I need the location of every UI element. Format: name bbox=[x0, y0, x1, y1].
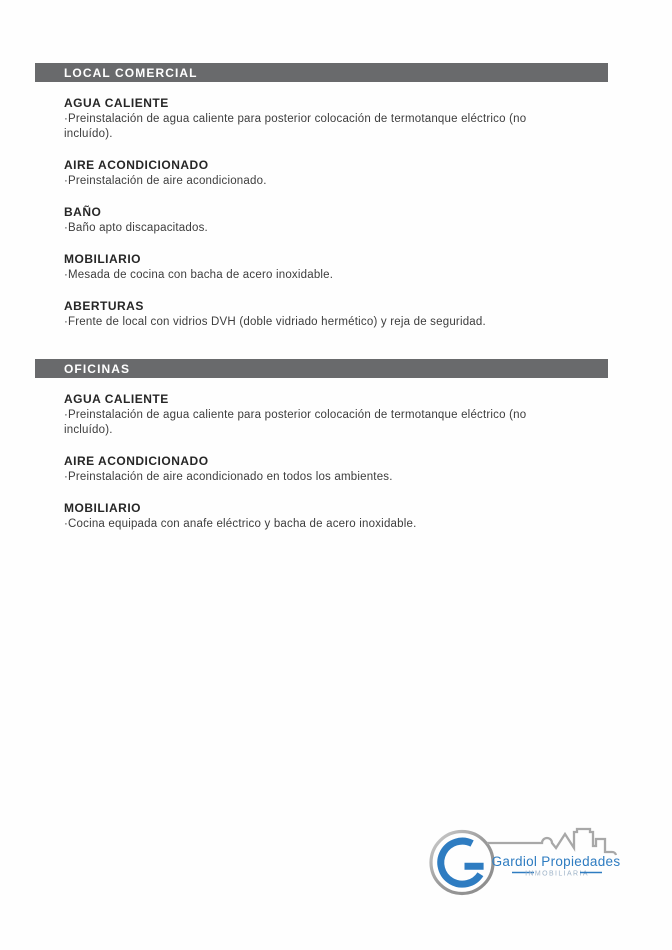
spec-heading-agua-caliente: AGUA CALIENTE bbox=[64, 392, 169, 406]
spec-heading-aire-acondicionado: AIRE ACONDICIONADO bbox=[64, 158, 209, 172]
spec-text-agua-caliente: ·Preinstalación de agua caliente para posterior colocación de termotanque eléctrico (no incluído). bbox=[64, 113, 527, 140]
section-title: OFICINAS bbox=[64, 361, 131, 376]
company-logo bbox=[428, 818, 648, 915]
spec-text-aire-acondicionado: ·Preinstalación de aire acondicionado en todos los ambientes. bbox=[64, 471, 393, 483]
spec-heading-mobiliario: MOBILIARIO bbox=[64, 501, 141, 515]
spec-text-agua-caliente: ·Preinstalación de agua caliente para posterior colocación de termotanque eléctrico (no incluído). bbox=[64, 409, 527, 436]
skyline-icon bbox=[487, 829, 616, 855]
spec-heading-aire-acondicionado: AIRE ACONDICIONADO bbox=[64, 454, 209, 468]
spec-heading-bano: BAÑO bbox=[64, 205, 102, 219]
spec-heading-aberturas: ABERTURAS bbox=[64, 299, 144, 313]
spec-text-mobiliario: ·Cocina equipada con anafe eléctrico y bacha de acero inoxidable. bbox=[64, 518, 417, 530]
spec-text-bano: ·Baño apto discapacitados. bbox=[64, 222, 208, 234]
section-bar-oficinas bbox=[35, 359, 608, 378]
brand-tagline: INMOBILIARIA bbox=[525, 870, 589, 878]
section-content-oficinas bbox=[64, 392, 576, 532]
section-content-local-comercial bbox=[64, 96, 576, 330]
section-title: LOCAL COMERCIAL bbox=[64, 65, 198, 80]
spec-text-aberturas: ·Frente de local con vidrios DVH (doble vidriado hermético) y reja de seguridad. bbox=[64, 316, 486, 328]
spec-text-aire-acondicionado: ·Preinstalación de aire acondicionado. bbox=[64, 175, 267, 187]
company-logo-graphic bbox=[428, 818, 648, 915]
spec-heading-agua-caliente: AGUA CALIENTE bbox=[64, 96, 169, 110]
spec-text-mobiliario: ·Mesada de cocina con bacha de acero inoxidable. bbox=[64, 269, 334, 281]
section-bar-local-comercial bbox=[35, 63, 608, 82]
g-monogram-icon bbox=[441, 841, 484, 884]
brand-name: Gardiol Propiedades bbox=[491, 854, 621, 869]
spec-heading-mobiliario: MOBILIARIO bbox=[64, 252, 141, 266]
